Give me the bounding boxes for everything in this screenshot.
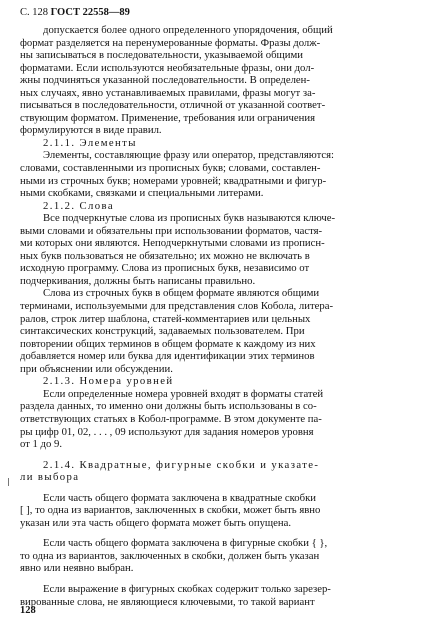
body-line: ствующим форматом. Применение, требования или ограничения bbox=[20, 111, 315, 124]
body-line: повторении общих терминов в общем формате к каждому из них bbox=[20, 337, 316, 350]
header-page-label: С. 128 bbox=[20, 7, 49, 18]
body-line: добавляется номер или буква для идентификации этих терминов bbox=[20, 350, 315, 363]
body-line: Слова из строчных букв в общем формате являются общими bbox=[43, 287, 320, 300]
section-heading: 2.1.4. Квадратные, фигурные скобки и указате- bbox=[43, 458, 320, 471]
body-line: ными из строчных букв; номерами уровней; квадратными и фигур- bbox=[20, 174, 327, 187]
body-line: ны записываться в последовательности, указываемой общими bbox=[20, 49, 303, 62]
body-line: допускается более одного определенного упорядочения, общий bbox=[43, 24, 333, 36]
section-heading: 2.1.1. Элементы bbox=[43, 136, 137, 149]
body-line: ми которых они являются. Неподчеркнутыми словами из прописн- bbox=[20, 237, 325, 250]
body-line: исходную программу. Слова из прописных букв, независимо от bbox=[20, 262, 310, 275]
body-line: словами, составленными из прописных букв; словами, составлен- bbox=[20, 162, 321, 175]
body-line: терминами, используемыми для представления слов Кобола, литера- bbox=[20, 300, 334, 313]
section-heading: 2.1.2. Слова bbox=[43, 199, 114, 212]
body-line: Элементы, составляющие фразу или оператор, представляются: bbox=[43, 149, 335, 162]
header-title: ГОСТ 22558—89 bbox=[50, 7, 130, 18]
body-line: Если часть общего формата заключена в фигурные скобки { }, bbox=[43, 537, 328, 550]
body-line: ралов, строк литер шаблона, статей-комментариев или цельных bbox=[20, 312, 311, 325]
body-line: ры цифр 01, 02, . . . , 09 используют для задания номеров уровня bbox=[20, 425, 314, 438]
body-line: ных случаях, явно устанавливаемых правилами, фразы могут за- bbox=[20, 86, 316, 99]
section-heading: 2.1.3. Номера уровней bbox=[43, 375, 174, 388]
body-line: ными скобками, связками и специальными литерами. bbox=[20, 187, 264, 200]
body-line: от 1 до 9. bbox=[20, 438, 63, 451]
body-line: выми словами и обязательны при использовании форматов, частя- bbox=[20, 224, 323, 237]
document-body bbox=[20, 24, 408, 608]
body-line: при объяснении или обсуждении. bbox=[20, 362, 173, 375]
page-header bbox=[20, 6, 130, 19]
body-line: ных букв пользоваться не обязательно; их можно не включать в bbox=[20, 249, 310, 262]
body-line: раздела данных, то именно они должны быть использованы в со- bbox=[20, 400, 317, 413]
body-line: жны подчиняться указанной последовательности. В определен- bbox=[20, 74, 310, 87]
body-line: явно или неявно выбран. bbox=[20, 562, 134, 575]
body-line: Если часть общего формата заключена в квадратные скобки bbox=[43, 491, 316, 504]
body-line: формулируются в виде правил. bbox=[20, 124, 162, 137]
body-line: указан или эта часть общего формата может быть опущена. bbox=[20, 516, 292, 529]
body-line: Все подчеркнутые слова из прописных букв называются ключе- bbox=[43, 212, 336, 225]
body-line: подчеркивания, должны быть написаны правильно. bbox=[20, 274, 256, 287]
body-line: формат разделяется на перенумерованные форматы. Фразы долж- bbox=[20, 36, 321, 49]
body-line: Если выражение в фигурных скобках содержит только зарезер- bbox=[43, 582, 331, 595]
body-line: Если определенные номера уровней входят в форматы статей bbox=[43, 387, 324, 400]
page-number: 128 bbox=[20, 605, 36, 616]
body-line: писываться в последовательности, отличной от указанной соответ- bbox=[20, 99, 326, 112]
margin-mark bbox=[8, 478, 9, 486]
body-line: форматами. Если используются необязательные фразы, они дол- bbox=[20, 61, 315, 74]
section-heading: ли выбора bbox=[20, 471, 80, 484]
body-line: то одна из вариантов, заключенных в скобки, должен быть указан bbox=[20, 549, 320, 562]
body-line: вированные слова, не являющиеся ключевыми, то такой вариант bbox=[20, 595, 315, 608]
body-line: синтаксических конструкций, задаваемых пользователем. При bbox=[20, 325, 305, 338]
body-line: [ ], то одна из вариантов, заключенных в скобки, может быть явно bbox=[20, 504, 321, 517]
body-line: ответствующих статьях в Кобол-программе. В этом документе па- bbox=[20, 412, 322, 425]
